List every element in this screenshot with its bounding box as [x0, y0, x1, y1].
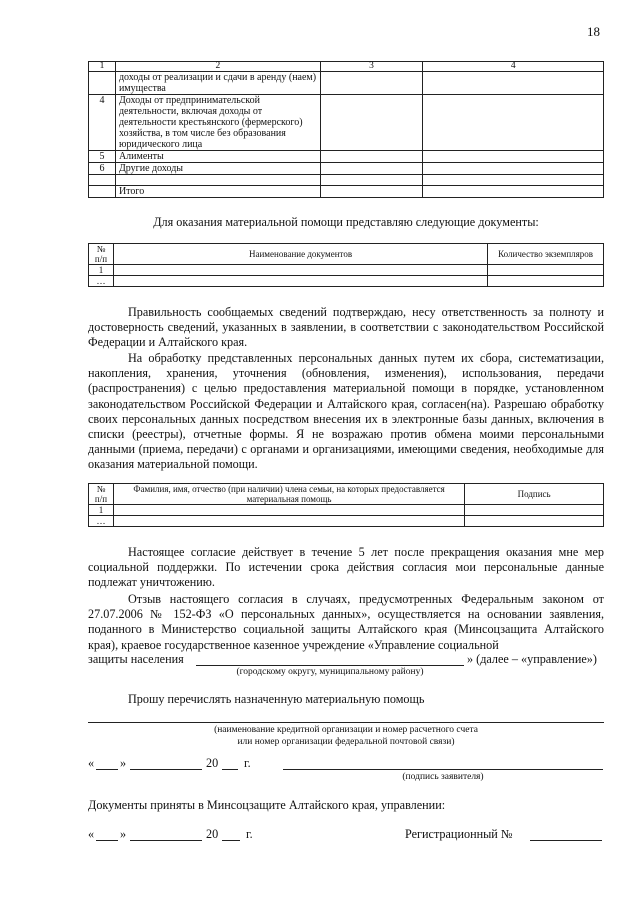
signature-caption: (подпись заявителя) — [402, 772, 484, 782]
year-suffix: г. — [246, 827, 253, 841]
cell — [113, 276, 487, 287]
cell — [488, 265, 604, 276]
day-field[interactable] — [96, 756, 118, 770]
row-number: 4 — [89, 95, 116, 151]
table-header-row — [89, 244, 604, 265]
cell — [423, 95, 604, 151]
page-number: 18 — [587, 24, 600, 39]
income-table — [88, 61, 604, 198]
bank-caption-line-2: или номер организации федеральной почтовой связи) — [237, 737, 455, 747]
row-number: 1 — [89, 505, 114, 516]
accept-month-field[interactable] — [130, 827, 202, 841]
cell — [423, 163, 604, 175]
row-number: … — [89, 516, 114, 527]
cell — [320, 95, 423, 151]
row-label: Доходы от предпринимательской деятельности, включая доходы от деятельности крестьянского (фермерского) хозяйства, в том числе без образования юридического лица — [115, 95, 320, 151]
row-number — [89, 72, 116, 95]
bank-details-field[interactable] — [88, 712, 604, 723]
column-header-name: Наименование документов — [113, 244, 487, 265]
column-header-name: Фамилия, имя, отчество (при наличии) члена семьи, на которых предоставляется материальная помощь — [113, 484, 464, 505]
column-header: 2 — [115, 62, 320, 72]
column-header-signature: Подпись — [465, 484, 604, 505]
accept-day-field[interactable] — [96, 827, 118, 841]
applicant-signature-field[interactable] — [283, 756, 603, 770]
table-header-row — [89, 62, 604, 72]
table-row — [89, 276, 604, 287]
year-prefix: 20 — [206, 756, 219, 770]
cell — [423, 175, 604, 186]
bank-caption-line-1: (наименование кредитной организации и номер расчетного счета — [214, 725, 478, 735]
transfer-request: Прошу перечислять назначенную материальную помощь — [128, 692, 425, 706]
row-number: 1 — [89, 265, 114, 276]
column-header: 4 — [423, 62, 604, 72]
column-header: 3 — [320, 62, 423, 72]
registration-number-field[interactable] — [530, 827, 602, 841]
table-row — [89, 151, 604, 163]
docs-intro: Для оказания материальной помощи представляю следующие документы: — [153, 215, 539, 229]
year-suffix: г. — [244, 756, 251, 770]
cell — [465, 505, 604, 516]
withdrawal-last-prefix: защиты населения — [88, 652, 184, 666]
cell — [488, 276, 604, 287]
table-row — [89, 95, 604, 151]
cell — [115, 175, 320, 186]
documents-table — [88, 243, 604, 287]
consent-paragraph: На обработку представленных персональных данных путем их сбора, систематизации, накопления, хранения, уточнения (обновления, изменения), использования, передачи (распространения) с целью предоставления материальной помощи в порядке, установленном законодательством Российской Федерации и Алтайского края, согласен(на). Разрешаю обработку своих персональных данных посредством внесения их в электронные базы данных, включения в списки (реестры), отчетные формы. Я не возражаю против обмена моими персональными данными (приема, передачи) с органами и организациями, имеющими сведения, необходимые для оказания материальной помощи. — [88, 351, 604, 472]
accepted-text: Документы приняты в Минсоцзащите Алтайского края, управлении: — [88, 798, 446, 812]
column-header-number: № п/п — [89, 484, 114, 505]
year-prefix: 20 — [206, 827, 219, 841]
row-label: Другие доходы — [115, 163, 320, 175]
table-row-total — [89, 186, 604, 198]
column-header: 1 — [89, 62, 116, 72]
month-field[interactable] — [130, 756, 202, 770]
accept-year-field[interactable] — [222, 827, 240, 841]
table-row — [89, 265, 604, 276]
date-close-quote: » — [120, 827, 127, 841]
table-row — [89, 505, 604, 516]
withdrawal-paragraph: Отзыв настоящего согласия в случаях, предусмотренных Федеральным законом от 27.07.2006 № 152-ФЗ «О персональных данных», осуществляется на основании заявления, поданного в Министерство социальной защиты Алтайского края (Минсоцзащита Алтайского края), краевое государственное казенное учреждение «Управление социальной — [88, 592, 604, 652]
department-name-field[interactable] — [196, 652, 464, 666]
date-close-quote: » — [120, 756, 127, 770]
row-number: 6 — [89, 163, 116, 175]
row-label: доходы от реализации и сдачи в аренду (наем) имущества — [115, 72, 320, 95]
cell — [423, 186, 604, 198]
year-field[interactable] — [222, 756, 238, 770]
validity-paragraph: Настоящее согласие действует в течение 5 лет после прекращения оказания мне мер социальной поддержки. По истечении срока действия согласия мои персональные данные подлежат уничтожению. — [88, 545, 604, 590]
cell — [113, 516, 464, 527]
row-number: … — [89, 276, 114, 287]
cell — [320, 175, 423, 186]
cell — [320, 163, 423, 175]
row-label: Итого — [115, 186, 320, 198]
date-open-quote: « — [88, 827, 95, 841]
cell — [320, 72, 423, 95]
column-header-number: № п/п — [89, 244, 114, 265]
cell — [423, 151, 604, 163]
cell — [89, 175, 116, 186]
family-members-table — [88, 483, 604, 527]
date-open-quote: « — [88, 756, 95, 770]
department-caption: (городскому округу, муниципальному району) — [236, 667, 424, 677]
cell — [113, 505, 464, 516]
cell — [320, 186, 423, 198]
table-row — [89, 516, 604, 527]
column-header-count: Количество экземпляров — [488, 244, 604, 265]
table-row — [89, 175, 604, 186]
table-row — [89, 163, 604, 175]
row-number — [89, 186, 116, 198]
confirmation-paragraph: Правильность сообщаемых сведений подтверждаю, несу ответственность за полноту и достоверность сведений, указанных в заявлении, в соответствии с законодательством Российской Федерации и Алтайского края. — [88, 305, 604, 350]
cell — [423, 72, 604, 95]
registration-number-label: Регистрационный № — [405, 827, 513, 841]
withdrawal-last-suffix: » (далее – «управление») — [467, 652, 597, 666]
cell — [113, 265, 487, 276]
row-label: Алименты — [115, 151, 320, 163]
table-row — [89, 72, 604, 95]
cell — [465, 516, 604, 527]
table-header-row — [89, 484, 604, 505]
cell — [320, 151, 423, 163]
row-number: 5 — [89, 151, 116, 163]
